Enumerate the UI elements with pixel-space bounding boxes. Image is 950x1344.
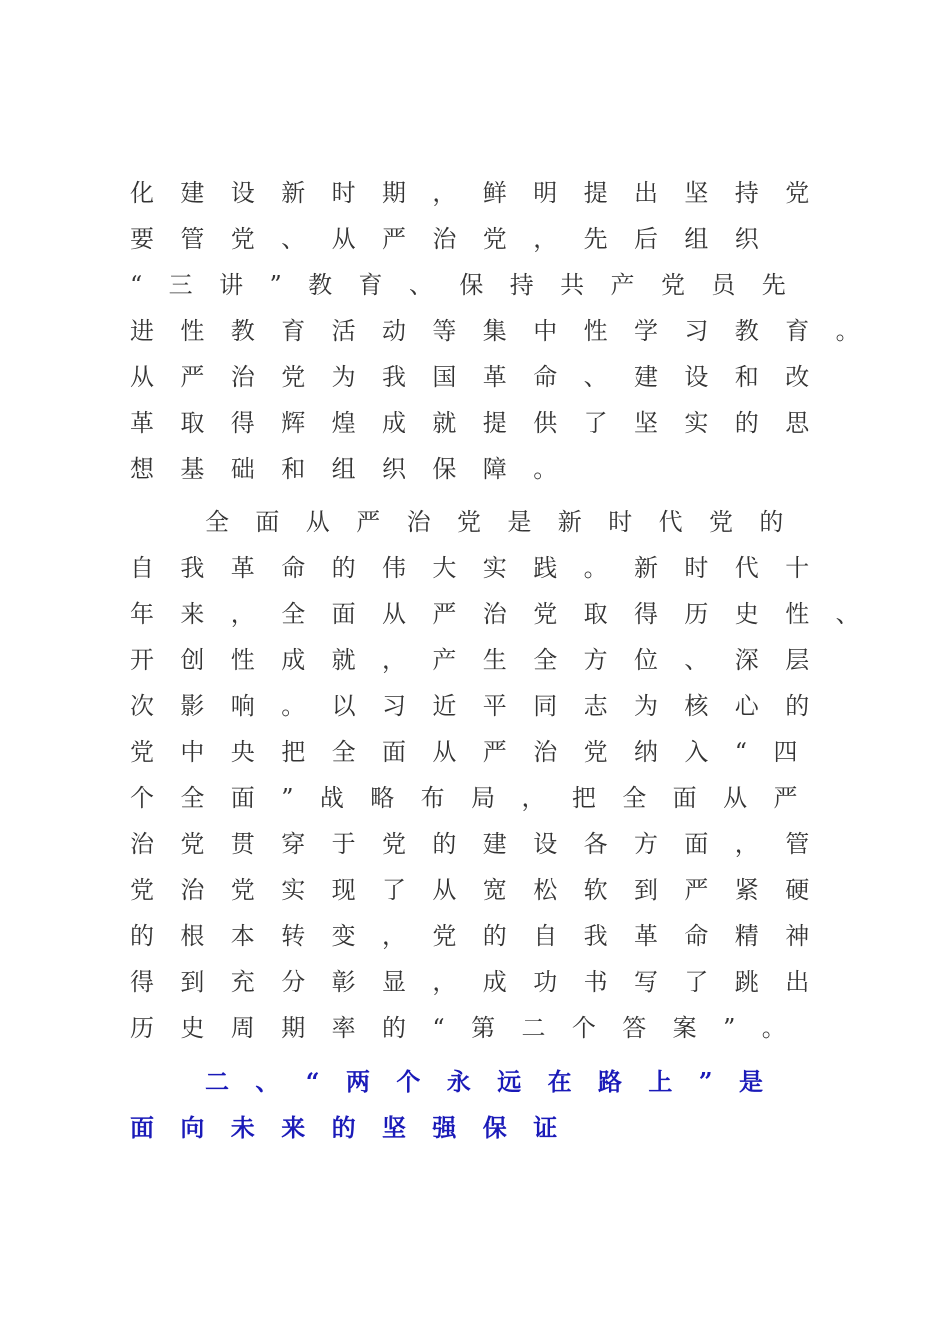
paragraph-2-line-4: 开创性成就，产生全方位、深层 bbox=[130, 646, 836, 674]
paragraph-2-line-5: 次影响。以习近平同志为核心的 bbox=[130, 692, 836, 720]
paragraph-2-line-3: 年来，全面从严治党取得历史性、 bbox=[130, 600, 886, 628]
section-heading-line-2: 面向未来的坚强保证 bbox=[130, 1113, 584, 1142]
paragraph-2-line-9: 党治党实现了从宽松软到严紧硬 bbox=[130, 876, 836, 904]
section-heading-line-1: 二、“两个永远在路上”是 bbox=[205, 1067, 790, 1096]
paragraph-2-line-11: 得到充分彰显，成功书写了跳出 bbox=[130, 968, 836, 996]
paragraph-2-line-10: 的根本转变，党的自我革命精神 bbox=[130, 922, 836, 950]
paragraph-2-line-8: 治党贯穿于党的建设各方面，管 bbox=[130, 830, 836, 858]
paragraph-2-line-6: 党中央把全面从严治党纳入“四 bbox=[130, 738, 824, 766]
paragraph-1-line-4: 进性教育活动等集中性学习教育。 bbox=[130, 317, 886, 345]
paragraph-2-line-7: 个全面”战略布局，把全面从严 bbox=[130, 784, 824, 812]
paragraph-1-line-2: 要管党、从严治党，先后组织 bbox=[130, 225, 786, 253]
paragraph-2-line-1: 全面从严治党是新时代党的 bbox=[205, 508, 810, 536]
paragraph-1-line-5: 从严治党为我国革命、建设和改 bbox=[130, 363, 836, 391]
paragraph-2-line-12: 历史周期率的“第二个答案”。 bbox=[130, 1014, 813, 1042]
paragraph-2-line-2: 自我革命的伟大实践。新时代十 bbox=[130, 554, 836, 582]
paragraph-1-line-3: “三讲”教育、保持共产党员先 bbox=[130, 271, 813, 299]
paragraph-1-line-1: 化建设新时期，鲜明提出坚持党 bbox=[130, 179, 836, 207]
paragraph-1-line-7: 想基础和组织保障。 bbox=[130, 455, 584, 483]
paragraph-1-line-6: 革取得辉煌成就提供了坚实的思 bbox=[130, 409, 836, 437]
